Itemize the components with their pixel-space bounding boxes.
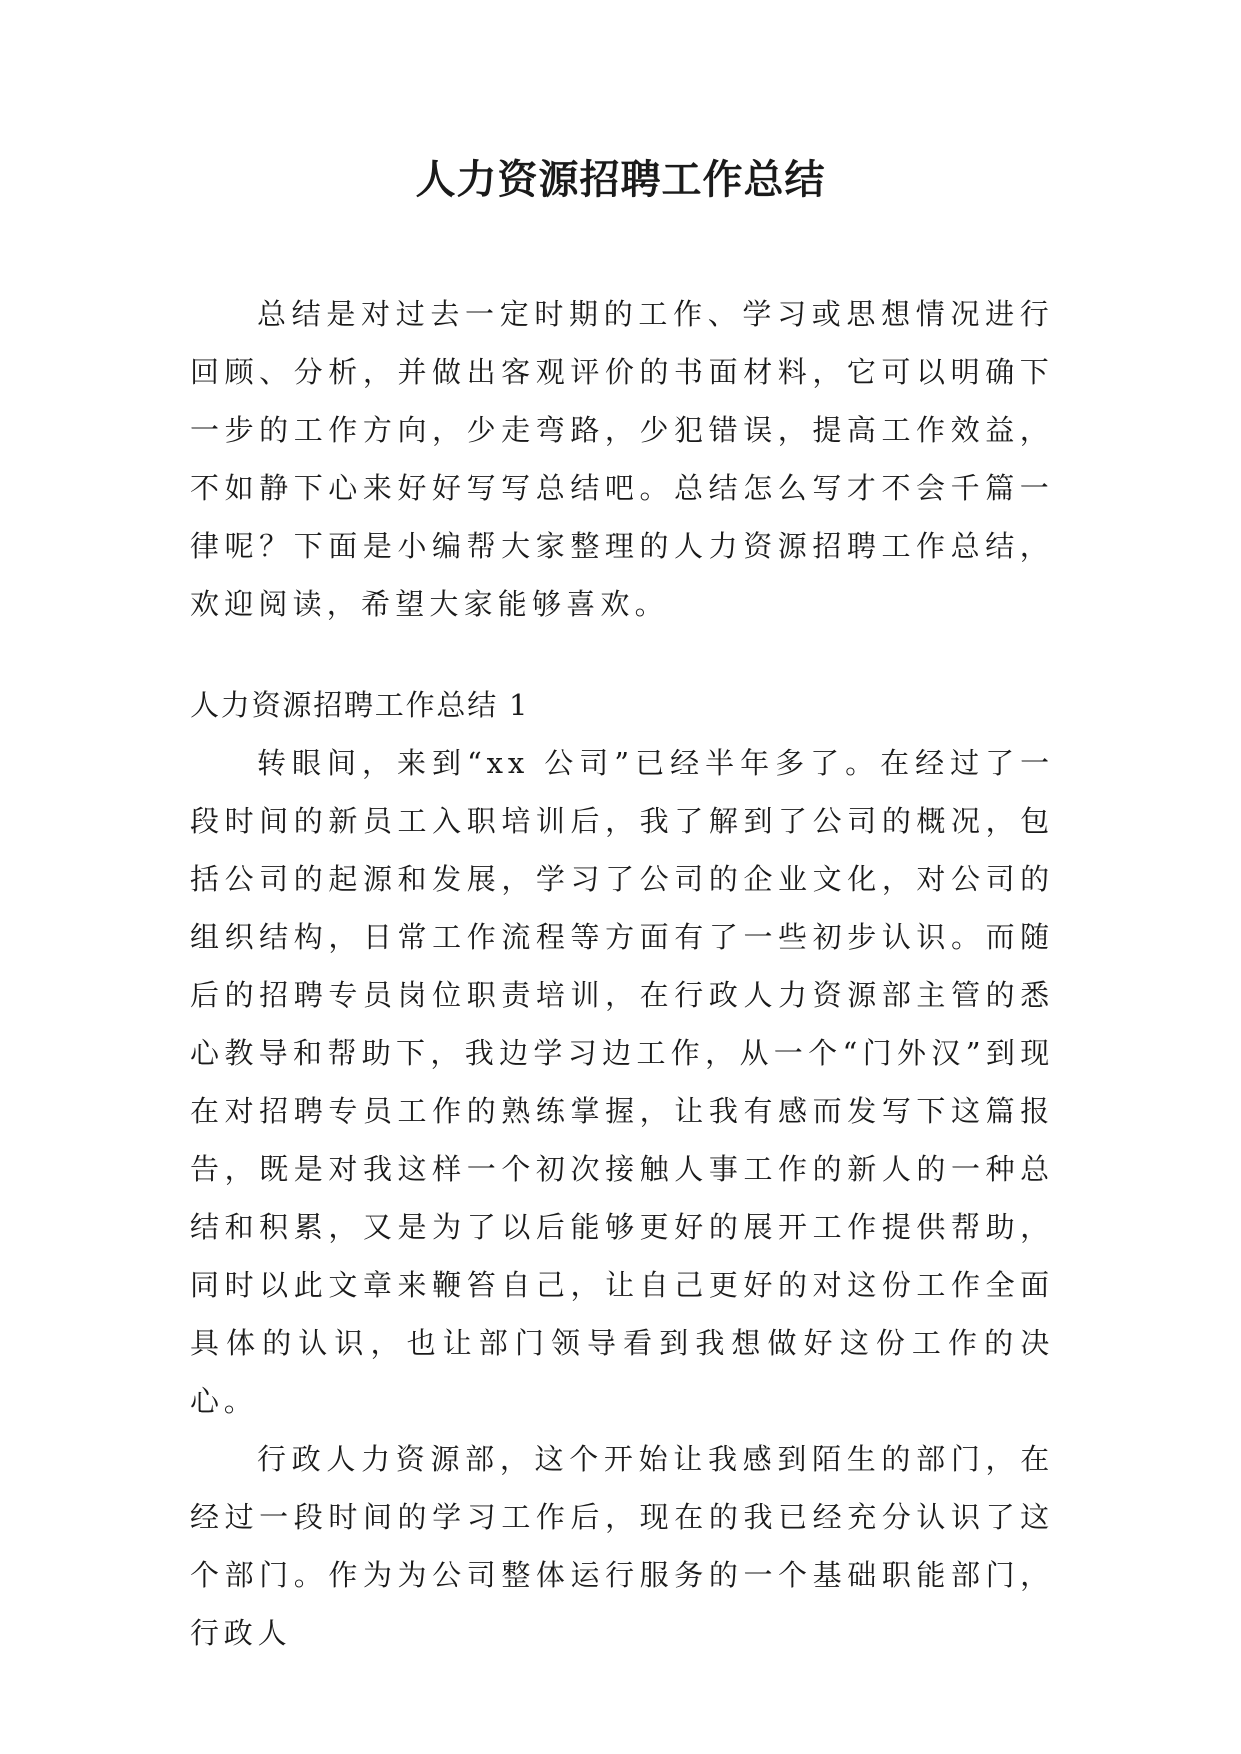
document-body	[190, 285, 1054, 1662]
body-paragraph: 转眼间，来到“xx 公司”已经半年多了。在经过了一段时间的新员工入职培训后，我了解到了公司的概况，包括公司的起源和发展，学习了公司的企业文化，对公司的组织结构，日常工作流程等方面有了一些初步认识。而随后的招聘专员岗位职责培训，在行政人力资源部主管的悉心教导和帮助下，我边学习边工作，从一个“门外汉”到现在对招聘专员工作的熟练掌握，让我有感而发写下这篇报告，既是对我这样一个初次接触人事工作的新人的一种总结和积累，又是为了以后能够更好的展开工作提供帮助，同时以此文章来鞭笞自己，让自己更好的对这份工作全面具体的认识，也让部门领导看到我想做好这份工作的决心。	[190, 746, 1054, 1418]
body-paragraph: 行政人力资源部，这个开始让我感到陌生的部门，在经过一段时间的学习工作后，现在的我已经充分认识了这个部门。作为为公司整体运行服务的一个基础职能部门，行政人	[190, 1442, 1054, 1650]
section-heading: 人力资源招聘工作总结 1	[190, 688, 530, 722]
intro-paragraph: 总结是对过去一定时期的工作、学习或思想情况进行回顾、分析，并做出客观评价的书面材料，它可以明确下一步的工作方向，少走弯路，少犯错误，提高工作效益，不如静下心来好好写写总结吧。总结怎么写才不会千篇一律呢？下面是小编帮大家整理的人力资源招聘工作总结，欢迎阅读，希望大家能够喜欢。	[190, 297, 1054, 621]
document-title: 人力资源招聘工作总结	[415, 157, 826, 203]
